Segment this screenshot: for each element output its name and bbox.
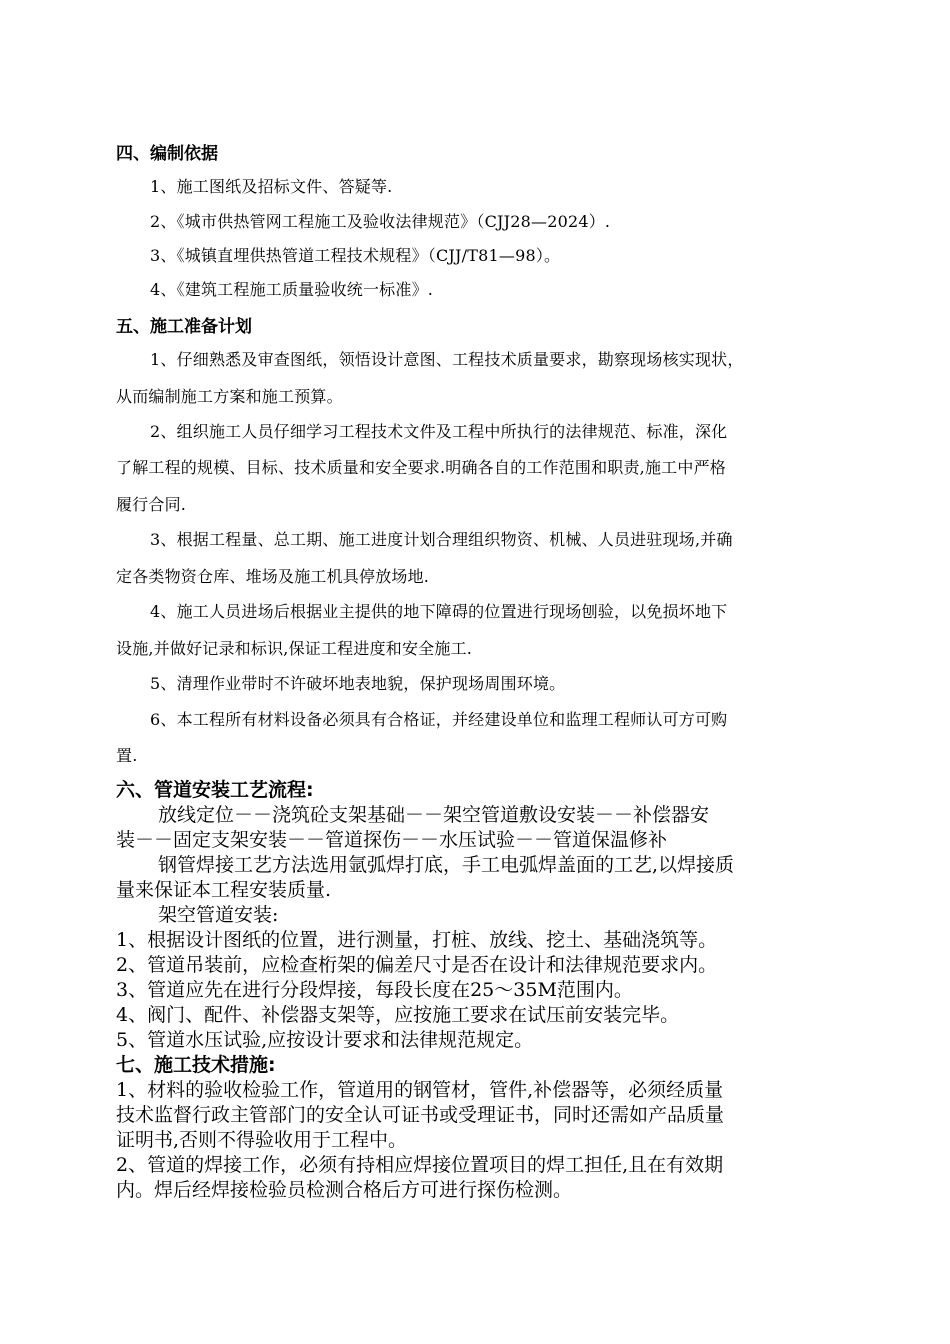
s5-line: 6、本工程所有材料设备必须具有合格证，并经建设单位和监理工程师认可方可购 (150, 710, 728, 729)
s5-line: 1、仔细熟悉及审查图纸，领悟设计意图、工程技术质量要求，勘察现场核实现状， (150, 350, 744, 369)
s7-line: 技术监督行政主管部门的安全认可证书或受理证书，同时还需如产品质量 (116, 1104, 725, 1126)
s5-line: 履行合同. (116, 495, 187, 514)
s5-line: 设施,并做好记录和标识,保证工程进度和安全施工. (116, 639, 473, 658)
section-5-heading: 五、施工准备计划 (116, 317, 252, 337)
s4-item-2: 2、《城市供热管网工程施工及验收法律规范》（CJJ28—2024）. (150, 212, 611, 231)
s6-line: 放线定位－－浇筑砼支架基础－－架空管道敷设安装－－补偿器安 (158, 804, 710, 826)
s6-line: 4、阀门、配件、补偿器支架等，应按施工要求在试压前安装完毕。 (116, 1004, 680, 1026)
s6-line: 2、管道吊装前，应检查桁架的偏差尺寸是否在设计和法律规范要求内。 (116, 954, 718, 976)
s5-line: 4、施工人员进场后根据业主提供的地下障碍的位置进行现场刨验，以免损坏地下 (150, 602, 728, 621)
s7-line: 内。焊后经焊接检验员检测合格后方可进行探伤检测。 (116, 1179, 573, 1201)
s6-line: 5、管道水压试验,应按设计要求和法律规范规定。 (116, 1029, 534, 1051)
s5-line: 2、组织施工人员仔细学习工程技术文件及工程中所执行的法律规范、标准，深化 (150, 422, 728, 441)
s6-line: 钢管焊接工艺方法选用氩弧焊打底，手工电弧焊盖面的工艺,以焊接质 (158, 854, 735, 876)
s6-line: 架空管道安装: (158, 904, 279, 926)
s5-line: 置. (116, 746, 138, 765)
s6-line: 装－－固定支架安装－－管道探伤－－水压试验－－管道保温修补 (116, 829, 668, 851)
s5-line: 定各类物资仓库、堆场及施工机具停放场地. (116, 567, 430, 586)
s5-line: 3、根据工程量、总工期、施工进度计划合理组织物资、机械、人员进驻现场,并确 (150, 530, 733, 549)
section-6-heading: 六、管道安装工艺流程: (116, 779, 314, 801)
s6-line: 1、根据设计图纸的位置，进行测量，打桩、放线、挖土、基础浇筑等。 (116, 929, 718, 951)
s7-line: 1、材料的验收检验工作，管道用的钢管材，管件,补偿器等，必须经质量 (116, 1079, 724, 1101)
s5-line: 从而编制施工方案和施工预算。 (116, 387, 343, 406)
s5-line: 5、清理作业带时不许破坏地表地貌，保护现场周围环境。 (150, 674, 566, 693)
section-4-heading: 四、编制依据 (116, 144, 218, 164)
s6-line: 量来保证本工程安装质量. (116, 879, 332, 901)
s4-item-3: 3、《城镇直埋供热管道工程技术规程》（CJJ/T81—98）。 (150, 246, 561, 265)
s5-line: 了解工程的规模、目标、技术质量和安全要求.明确各自的工作范围和职责,施工中严格 (116, 458, 726, 477)
s7-line: 2、管道的焊接工作，必须有持相应焊接位置项目的焊工担任,且在有效期 (116, 1154, 724, 1176)
s4-item-4: 4、《建筑工程施工质量验收统一标准》. (150, 280, 434, 299)
section-7-heading: 七、施工技术措施: (116, 1054, 276, 1076)
s4-item-1: 1、施工图纸及招标文件、答疑等. (150, 177, 393, 196)
s7-line: 证明书,否则不得验收用于工程中。 (116, 1129, 408, 1151)
s6-line: 3、管道应先在进行分段焊接，每段长度在25～35M范围内。 (116, 979, 633, 1001)
